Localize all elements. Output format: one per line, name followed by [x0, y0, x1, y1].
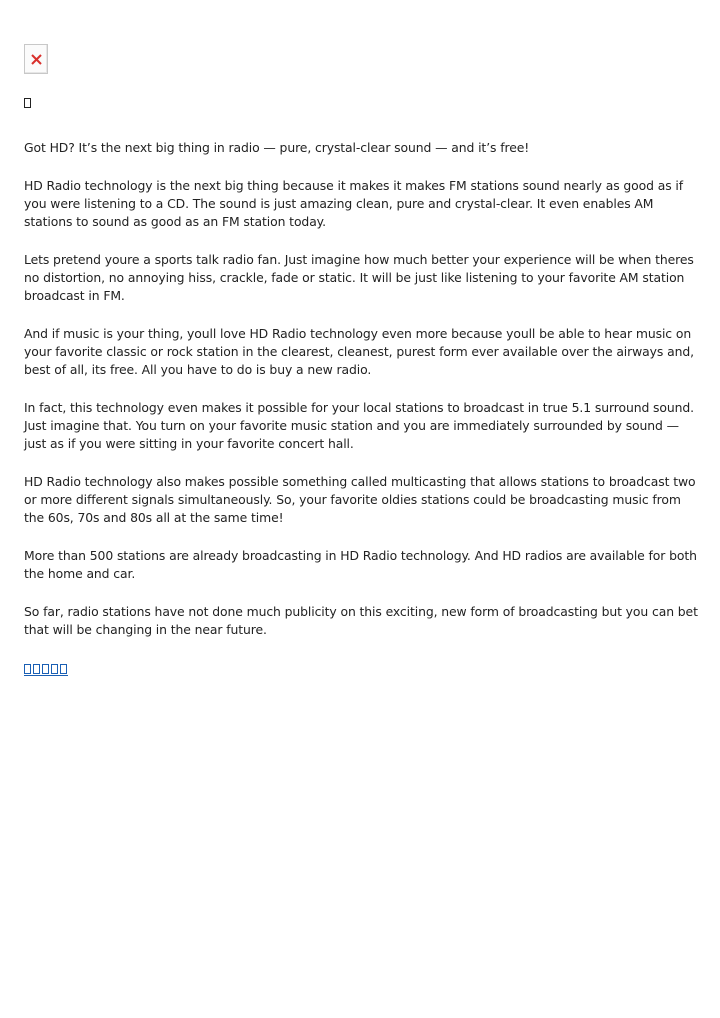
- paragraph-publicity: So far, radio stations have not done much publicity on this exciting, new form of broadcasting but you can bet that will be changing in the near future.: [24, 604, 698, 637]
- paragraph-music: And if music is your thing, youll love HD Radio technology even more because youll be able to hear music on your favorite classic or rock station in the clearest, cleanest, purest form ever available over the airways and, best of all, its free. All you have to do is buy a new radio.: [24, 326, 694, 377]
- paragraph-multicasting: HD Radio technology also makes possible something called multicasting that allows stations to broadcast two or more different signals simultaneously. So, your favorite oldies stations could be broadcasting music from the 60s, 70s and 80s all at the same time!: [24, 474, 696, 525]
- broken-image-icon: [31, 54, 42, 65]
- missing-glyph-icon: [33, 664, 40, 674]
- unrendered-glyph-link[interactable]: [24, 664, 68, 676]
- missing-glyph-icon: [24, 98, 31, 108]
- document-page: [24, 44, 700, 673]
- paragraph-stations-count: More than 500 stations are already broadcasting in HD Radio technology. And HD radios are available for both the home and car.: [24, 548, 697, 581]
- missing-glyph-icon: [60, 664, 67, 674]
- broken-image-placeholder: [24, 44, 48, 74]
- link-row: [24, 659, 700, 673]
- paragraph-hd-radio-sound: HD Radio technology is the next big thing because it makes it makes FM stations sound nearly as good as if you were listening to a CD. The sound is just amazing clean, pure and crystal-clear. It even enables AM stations to sound as good as an FM station today.: [24, 178, 684, 229]
- paragraph-surround-sound: In fact, this technology even makes it possible for your local stations to broadcast in true 5.1 surround sound. Just imagine that. You turn on your favorite music station and you are immediately surrounded by sound — just as if you were sitting in your favorite concert hall.: [24, 400, 695, 451]
- missing-glyph-icon: [42, 664, 49, 674]
- missing-glyph-icon: [51, 664, 58, 674]
- paragraph-intro: Got HD? It’s the next big thing in radio — pure, crystal-clear sound — and it’s free!: [24, 140, 530, 155]
- missing-glyph-icon: [24, 664, 31, 674]
- paragraph-sports-talk: Lets pretend youre a sports talk radio fan. Just imagine how much better your experience will be when theres no distortion, no annoying hiss, crackle, fade or static. It will be just like listening to your favorite AM station broadcast in FM.: [24, 252, 694, 303]
